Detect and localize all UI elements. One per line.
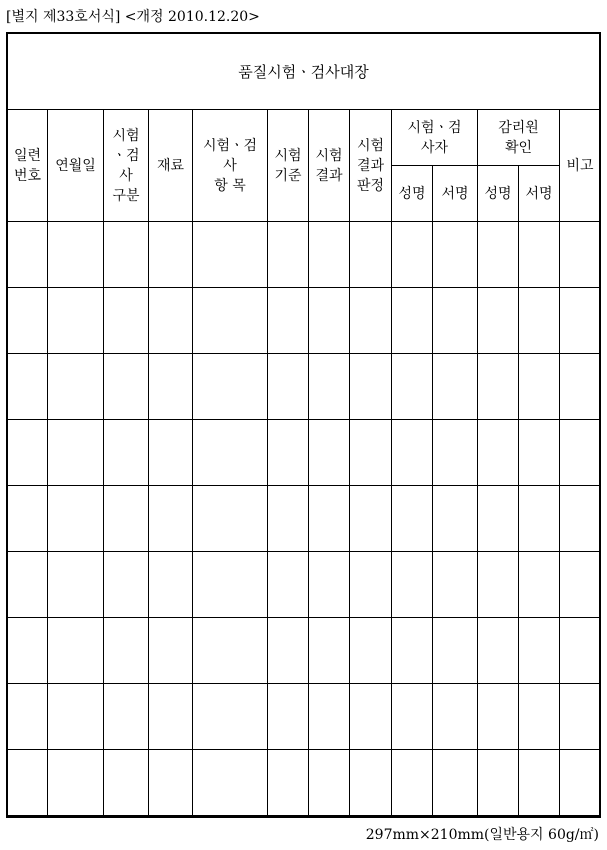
entry-cell[interactable] xyxy=(268,486,309,552)
entry-cell[interactable] xyxy=(309,618,350,684)
entry-cell[interactable] xyxy=(104,684,149,750)
entry-cell[interactable] xyxy=(48,354,104,420)
entry-cell[interactable] xyxy=(8,354,48,420)
entry-cell[interactable] xyxy=(309,486,350,552)
entry-cell[interactable] xyxy=(104,222,149,288)
entry-cell[interactable] xyxy=(48,750,104,816)
entry-cell[interactable] xyxy=(48,420,104,486)
entry-cell[interactable] xyxy=(478,222,519,288)
entry-cell[interactable] xyxy=(268,354,309,420)
column-header-inspector-signature: 서명 xyxy=(433,166,478,222)
form-number-header: [별지 제33호서식] <개정 2010.12.20> xyxy=(6,9,260,25)
entry-cell[interactable] xyxy=(350,750,392,816)
entry-cell[interactable] xyxy=(560,684,601,750)
entry-cell[interactable] xyxy=(104,354,149,420)
entry-cell[interactable] xyxy=(392,684,433,750)
entry-cell[interactable] xyxy=(193,354,268,420)
column-header-supervisor-name: 성명 xyxy=(478,166,519,222)
entry-cell[interactable] xyxy=(268,552,309,618)
column-header-test-category: 시험 ㆍ검 사 구분 xyxy=(104,110,149,222)
table-row xyxy=(8,486,601,552)
entry-cell[interactable] xyxy=(392,222,433,288)
entry-cell[interactable] xyxy=(519,552,560,618)
entry-cell[interactable] xyxy=(193,750,268,816)
entry-cell[interactable] xyxy=(433,618,478,684)
entry-cell[interactable] xyxy=(193,618,268,684)
entry-cell[interactable] xyxy=(478,354,519,420)
table-row xyxy=(8,354,601,420)
ledger-body xyxy=(8,222,601,816)
entry-cell[interactable] xyxy=(350,288,392,354)
entry-cell[interactable] xyxy=(519,684,560,750)
entry-cell[interactable] xyxy=(268,750,309,816)
entry-cell[interactable] xyxy=(560,354,601,420)
entry-cell[interactable] xyxy=(392,552,433,618)
entry-cell[interactable] xyxy=(149,486,193,552)
entry-cell[interactable] xyxy=(48,486,104,552)
column-header-test-items: 시험ㆍ검 사 항 목 xyxy=(193,110,268,222)
entry-cell[interactable] xyxy=(478,420,519,486)
table-row xyxy=(8,750,601,816)
table-row xyxy=(8,618,601,684)
entry-cell[interactable] xyxy=(519,288,560,354)
entry-cell[interactable] xyxy=(268,222,309,288)
entry-cell[interactable] xyxy=(350,420,392,486)
entry-cell[interactable] xyxy=(193,288,268,354)
paper-size-note: 297mm×210mm(일반용지 60g/㎡) xyxy=(365,827,599,843)
entry-cell[interactable] xyxy=(433,750,478,816)
entry-cell[interactable] xyxy=(193,486,268,552)
entry-cell[interactable] xyxy=(519,618,560,684)
entry-cell[interactable] xyxy=(309,288,350,354)
entry-cell[interactable] xyxy=(519,354,560,420)
entry-cell[interactable] xyxy=(309,420,350,486)
entry-cell[interactable] xyxy=(149,420,193,486)
entry-cell[interactable] xyxy=(560,288,601,354)
entry-cell[interactable] xyxy=(519,486,560,552)
entry-cell[interactable] xyxy=(149,684,193,750)
entry-cell[interactable] xyxy=(478,750,519,816)
table-row xyxy=(8,684,601,750)
column-header-test-standard: 시험 기준 xyxy=(268,110,309,222)
entry-cell[interactable] xyxy=(478,486,519,552)
entry-cell[interactable] xyxy=(193,684,268,750)
entry-cell[interactable] xyxy=(433,684,478,750)
column-header-material: 재료 xyxy=(149,110,193,222)
entry-cell[interactable] xyxy=(478,618,519,684)
entry-cell[interactable] xyxy=(268,288,309,354)
entry-cell[interactable] xyxy=(392,420,433,486)
entry-cell[interactable] xyxy=(478,552,519,618)
form-title: 품질시험ㆍ검사대장 xyxy=(238,62,369,81)
entry-cell[interactable] xyxy=(433,222,478,288)
entry-cell[interactable] xyxy=(392,354,433,420)
table-row xyxy=(8,552,601,618)
column-header-supervisor-signature: 서명 xyxy=(519,166,560,222)
column-header-supervisor-group: 감리원 확인 xyxy=(478,110,560,166)
column-header-remarks: 비고 xyxy=(560,110,601,222)
column-header-serial-number: 일련 번호 xyxy=(8,110,48,222)
entry-cell[interactable] xyxy=(268,420,309,486)
entry-cell[interactable] xyxy=(560,750,601,816)
column-header-result-judgment: 시험 결과 판정 xyxy=(350,110,392,222)
table-row xyxy=(8,420,601,486)
header-row-top xyxy=(8,110,601,166)
entry-cell[interactable] xyxy=(149,288,193,354)
entry-cell[interactable] xyxy=(560,552,601,618)
entry-cell[interactable] xyxy=(149,354,193,420)
entry-cell[interactable] xyxy=(104,420,149,486)
entry-cell[interactable] xyxy=(48,618,104,684)
entry-cell[interactable] xyxy=(309,684,350,750)
entry-cell[interactable] xyxy=(392,618,433,684)
entry-cell[interactable] xyxy=(309,552,350,618)
entry-cell[interactable] xyxy=(193,552,268,618)
entry-cell[interactable] xyxy=(519,420,560,486)
entry-cell[interactable] xyxy=(433,420,478,486)
table-row xyxy=(8,222,601,288)
entry-cell[interactable] xyxy=(560,420,601,486)
entry-cell[interactable] xyxy=(433,354,478,420)
entry-cell[interactable] xyxy=(478,288,519,354)
entry-cell[interactable] xyxy=(8,222,48,288)
entry-cell[interactable] xyxy=(268,618,309,684)
entry-cell[interactable] xyxy=(193,222,268,288)
entry-cell[interactable] xyxy=(350,354,392,420)
entry-cell[interactable] xyxy=(104,486,149,552)
entry-cell[interactable] xyxy=(392,750,433,816)
entry-cell[interactable] xyxy=(478,684,519,750)
entry-cell[interactable] xyxy=(560,618,601,684)
entry-cell[interactable] xyxy=(309,354,350,420)
entry-cell[interactable] xyxy=(8,420,48,486)
entry-cell[interactable] xyxy=(8,288,48,354)
entry-cell[interactable] xyxy=(268,684,309,750)
entry-cell[interactable] xyxy=(8,486,48,552)
entry-cell[interactable] xyxy=(350,486,392,552)
quality-test-ledger-table xyxy=(7,109,601,816)
entry-cell[interactable] xyxy=(433,288,478,354)
entry-cell[interactable] xyxy=(433,486,478,552)
entry-cell[interactable] xyxy=(392,288,433,354)
column-header-test-result: 시험 결과 xyxy=(309,110,350,222)
entry-cell[interactable] xyxy=(48,552,104,618)
entry-cell[interactable] xyxy=(309,222,350,288)
column-header-date: 연월일 xyxy=(48,110,104,222)
entry-cell[interactable] xyxy=(8,684,48,750)
entry-cell[interactable] xyxy=(519,750,560,816)
entry-cell[interactable] xyxy=(48,684,104,750)
entry-cell[interactable] xyxy=(519,222,560,288)
entry-cell[interactable] xyxy=(149,222,193,288)
entry-cell[interactable] xyxy=(392,486,433,552)
entry-cell[interactable] xyxy=(104,552,149,618)
entry-cell[interactable] xyxy=(104,288,149,354)
entry-cell[interactable] xyxy=(104,618,149,684)
entry-cell[interactable] xyxy=(48,288,104,354)
entry-cell[interactable] xyxy=(433,552,478,618)
entry-cell[interactable] xyxy=(560,222,601,288)
entry-cell[interactable] xyxy=(309,750,350,816)
entry-cell[interactable] xyxy=(104,750,149,816)
entry-cell[interactable] xyxy=(149,618,193,684)
column-header-inspector-name: 성명 xyxy=(392,166,433,222)
entry-cell[interactable] xyxy=(48,222,104,288)
column-header-inspector-group: 시험ㆍ검 사자 xyxy=(392,110,478,166)
entry-cell[interactable] xyxy=(8,750,48,816)
entry-cell[interactable] xyxy=(350,222,392,288)
entry-cell[interactable] xyxy=(149,552,193,618)
entry-cell[interactable] xyxy=(8,552,48,618)
entry-cell[interactable] xyxy=(193,420,268,486)
entry-cell[interactable] xyxy=(350,618,392,684)
entry-cell[interactable] xyxy=(149,750,193,816)
table-row xyxy=(8,288,601,354)
entry-cell[interactable] xyxy=(350,552,392,618)
entry-cell[interactable] xyxy=(350,684,392,750)
entry-cell[interactable] xyxy=(560,486,601,552)
entry-cell[interactable] xyxy=(8,618,48,684)
